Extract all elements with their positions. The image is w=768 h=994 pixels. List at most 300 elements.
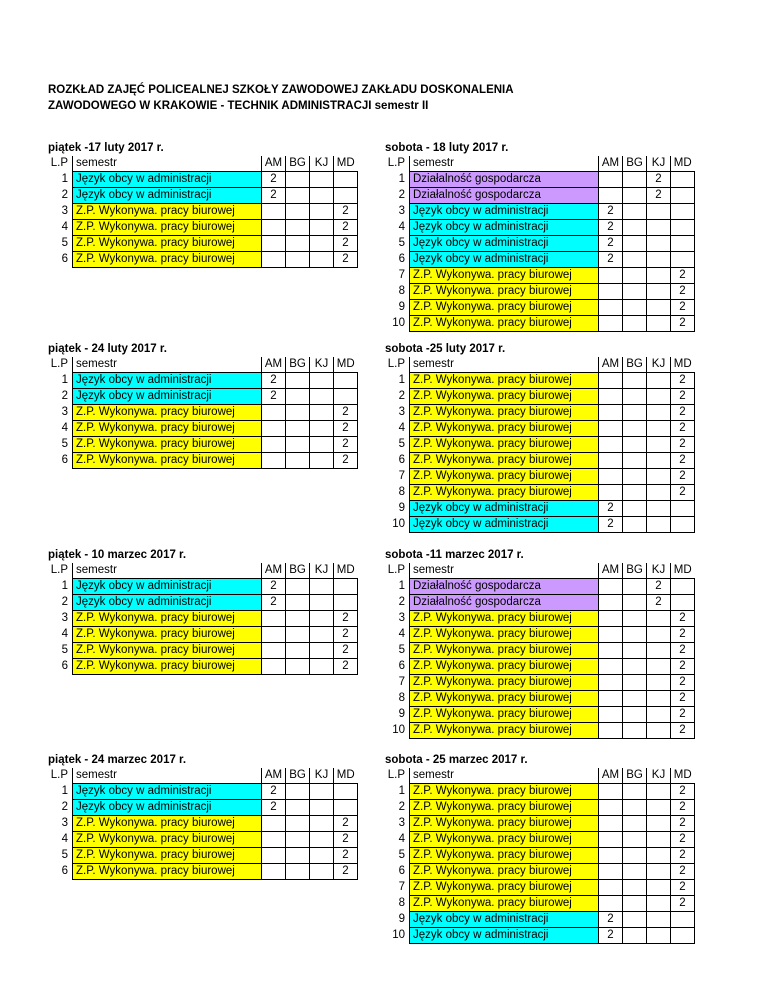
subject-cell: Język obcy w administracji bbox=[410, 204, 599, 220]
block-date: piątek -17 luty 2017 r. bbox=[48, 142, 164, 154]
table-row bbox=[48, 220, 358, 236]
header-md: MD bbox=[334, 357, 358, 373]
kj-cell bbox=[310, 643, 334, 659]
am-cell bbox=[599, 300, 623, 316]
schedule-block bbox=[385, 753, 695, 944]
row-number: 5 bbox=[61, 644, 68, 656]
kj-cell bbox=[647, 236, 671, 252]
table-row bbox=[48, 848, 358, 864]
md-cell bbox=[671, 501, 695, 517]
bg-cell bbox=[286, 627, 310, 643]
table-row bbox=[385, 204, 695, 220]
row-number: 5 bbox=[398, 849, 405, 861]
bg-cell bbox=[286, 832, 310, 848]
am-cell bbox=[599, 643, 623, 659]
kj-cell bbox=[310, 816, 334, 832]
table-row bbox=[385, 816, 695, 832]
table-header-row bbox=[48, 768, 358, 784]
bg-cell bbox=[286, 204, 310, 220]
am-cell bbox=[599, 485, 623, 501]
md-cell bbox=[671, 595, 695, 611]
am-cell bbox=[599, 437, 623, 453]
row-number: 5 bbox=[398, 644, 405, 656]
table-row bbox=[48, 659, 358, 675]
am-cell bbox=[599, 421, 623, 437]
bg-cell bbox=[286, 595, 310, 611]
subject-cell: Z.P. Wykonywa. pracy biurowej bbox=[410, 784, 599, 800]
header-am: AM bbox=[262, 357, 286, 373]
header-kj: KJ bbox=[310, 156, 334, 172]
table-row bbox=[385, 188, 695, 204]
subject-cell: Z.P. Wykonywa. pracy biurowej bbox=[410, 453, 599, 469]
md-cell: 2 bbox=[671, 832, 695, 848]
kj-cell bbox=[647, 611, 671, 627]
subject-cell: Z.P. Wykonywa. pracy biurowej bbox=[73, 848, 262, 864]
am-cell bbox=[599, 595, 623, 611]
subject-cell: Z.P. Wykonywa. pracy biurowej bbox=[73, 611, 262, 627]
bg-cell bbox=[286, 659, 310, 675]
bg-cell bbox=[623, 501, 647, 517]
am-cell bbox=[262, 453, 286, 469]
header-bg: BG bbox=[286, 156, 310, 172]
am-cell bbox=[599, 405, 623, 421]
am-cell bbox=[262, 627, 286, 643]
bg-cell bbox=[623, 707, 647, 723]
am-cell bbox=[262, 659, 286, 675]
bg-cell bbox=[623, 723, 647, 739]
kj-cell bbox=[647, 421, 671, 437]
md-cell bbox=[671, 252, 695, 268]
md-cell bbox=[334, 172, 358, 188]
table-header-row bbox=[48, 563, 358, 579]
kj-cell bbox=[647, 707, 671, 723]
md-cell: 2 bbox=[671, 284, 695, 300]
bg-cell bbox=[286, 784, 310, 800]
subject-cell: Z.P. Wykonywa. pracy biurowej bbox=[410, 373, 599, 389]
table-row bbox=[385, 300, 695, 316]
row-number: 5 bbox=[61, 438, 68, 450]
table-row bbox=[385, 421, 695, 437]
kj-cell bbox=[647, 800, 671, 816]
subject-cell: Z.P. Wykonywa. pracy biurowej bbox=[410, 268, 599, 284]
md-cell: 2 bbox=[671, 389, 695, 405]
header-am: AM bbox=[599, 357, 623, 373]
subject-cell: Z.P. Wykonywa. pracy biurowej bbox=[73, 437, 262, 453]
md-cell bbox=[334, 389, 358, 405]
md-cell: 2 bbox=[671, 405, 695, 421]
row-number: 2 bbox=[61, 189, 68, 201]
md-cell bbox=[334, 188, 358, 204]
bg-cell bbox=[623, 389, 647, 405]
row-number: 2 bbox=[398, 596, 405, 608]
table-row bbox=[48, 421, 358, 437]
table-row bbox=[385, 517, 695, 533]
row-number: 4 bbox=[61, 628, 68, 640]
row-number: 10 bbox=[392, 724, 405, 736]
kj-cell bbox=[310, 236, 334, 252]
bg-cell bbox=[286, 611, 310, 627]
am-cell bbox=[262, 236, 286, 252]
am-cell bbox=[599, 896, 623, 912]
table-row bbox=[385, 864, 695, 880]
bg-cell bbox=[623, 421, 647, 437]
header-kj: KJ bbox=[647, 357, 671, 373]
kj-cell bbox=[310, 595, 334, 611]
subject-cell: Z.P. Wykonywa. pracy biurowej bbox=[73, 659, 262, 675]
table-row bbox=[385, 800, 695, 816]
row-number: 3 bbox=[398, 205, 405, 217]
bg-cell bbox=[623, 784, 647, 800]
subject-cell: Z.P. Wykonywa. pracy biurowej bbox=[73, 220, 262, 236]
kj-cell bbox=[647, 864, 671, 880]
block-date: piątek - 24 marzec 2017 r. bbox=[48, 754, 187, 766]
table-header-row bbox=[48, 357, 358, 373]
header-md: MD bbox=[334, 768, 358, 784]
am-cell bbox=[262, 405, 286, 421]
md-cell: 2 bbox=[671, 643, 695, 659]
subject-cell: Z.P. Wykonywa. pracy biurowej bbox=[410, 611, 599, 627]
schedule-table bbox=[385, 768, 695, 944]
am-cell: 2 bbox=[599, 517, 623, 533]
md-cell bbox=[334, 800, 358, 816]
md-cell: 2 bbox=[671, 421, 695, 437]
subject-cell: Język obcy w administracji bbox=[73, 800, 262, 816]
bg-cell bbox=[623, 659, 647, 675]
row-number: 2 bbox=[61, 390, 68, 402]
row-number: 8 bbox=[398, 285, 405, 297]
table-row bbox=[385, 485, 695, 501]
table-row bbox=[385, 268, 695, 284]
header-lp: L.P bbox=[50, 358, 68, 371]
bg-cell bbox=[286, 643, 310, 659]
md-cell: 2 bbox=[334, 832, 358, 848]
bg-cell bbox=[623, 800, 647, 816]
bg-cell bbox=[623, 928, 647, 944]
header-semestr: semestr bbox=[73, 156, 262, 172]
bg-cell bbox=[286, 579, 310, 595]
subject-cell: Z.P. Wykonywa. pracy biurowej bbox=[73, 627, 262, 643]
subject-cell: Z.P. Wykonywa. pracy biurowej bbox=[410, 723, 599, 739]
row-number: 6 bbox=[398, 865, 405, 877]
row-number: 1 bbox=[61, 580, 68, 592]
md-cell: 2 bbox=[334, 643, 358, 659]
subject-cell: Z.P. Wykonywa. pracy biurowej bbox=[73, 643, 262, 659]
row-number: 5 bbox=[398, 237, 405, 249]
bg-cell bbox=[286, 405, 310, 421]
table-row bbox=[385, 252, 695, 268]
md-cell: 2 bbox=[671, 816, 695, 832]
table-row bbox=[385, 579, 695, 595]
kj-cell bbox=[647, 373, 671, 389]
am-cell bbox=[262, 437, 286, 453]
row-number: 4 bbox=[398, 221, 405, 233]
subject-cell: Z.P. Wykonywa. pracy biurowej bbox=[410, 405, 599, 421]
bg-cell bbox=[286, 172, 310, 188]
bg-cell bbox=[286, 252, 310, 268]
table-row bbox=[385, 896, 695, 912]
subject-cell: Z.P. Wykonywa. pracy biurowej bbox=[410, 485, 599, 501]
row-number: 8 bbox=[398, 897, 405, 909]
am-cell: 2 bbox=[599, 501, 623, 517]
am-cell bbox=[599, 469, 623, 485]
md-cell: 2 bbox=[671, 469, 695, 485]
table-row bbox=[48, 832, 358, 848]
header-bg: BG bbox=[286, 768, 310, 784]
table-header-row bbox=[48, 156, 358, 172]
table-row bbox=[48, 595, 358, 611]
am-cell bbox=[599, 880, 623, 896]
kj-cell: 2 bbox=[647, 188, 671, 204]
table-row bbox=[385, 316, 695, 332]
schedule-block bbox=[385, 342, 695, 533]
md-cell bbox=[334, 784, 358, 800]
row-number: 6 bbox=[61, 253, 68, 265]
header-lp: L.P bbox=[387, 769, 405, 782]
md-cell bbox=[334, 373, 358, 389]
subject-cell: Z.P. Wykonywa. pracy biurowej bbox=[410, 627, 599, 643]
row-number: 6 bbox=[61, 660, 68, 672]
block-date: sobota - 18 luty 2017 r. bbox=[385, 142, 509, 154]
row-number: 3 bbox=[61, 205, 68, 217]
table-row bbox=[48, 204, 358, 220]
am-cell bbox=[262, 643, 286, 659]
am-cell: 2 bbox=[599, 252, 623, 268]
bg-cell bbox=[286, 816, 310, 832]
am-cell bbox=[262, 848, 286, 864]
am-cell bbox=[262, 220, 286, 236]
row-number: 4 bbox=[61, 833, 68, 845]
row-number: 10 bbox=[392, 518, 405, 530]
am-cell bbox=[599, 453, 623, 469]
row-number: 7 bbox=[398, 676, 405, 688]
block-date: sobota -11 marzec 2017 r. bbox=[385, 549, 524, 561]
kj-cell bbox=[647, 453, 671, 469]
table-row bbox=[385, 880, 695, 896]
kj-cell bbox=[647, 485, 671, 501]
md-cell: 2 bbox=[334, 252, 358, 268]
row-number: 1 bbox=[61, 785, 68, 797]
bg-cell bbox=[623, 595, 647, 611]
am-cell bbox=[599, 816, 623, 832]
bg-cell bbox=[286, 220, 310, 236]
kj-cell bbox=[647, 220, 671, 236]
table-row bbox=[48, 579, 358, 595]
header-semestr: semestr bbox=[410, 563, 599, 579]
subject-cell: Język obcy w administracji bbox=[73, 389, 262, 405]
kj-cell bbox=[310, 389, 334, 405]
block-date: sobota - 25 marzec 2017 r. bbox=[385, 754, 528, 766]
header-md: MD bbox=[334, 563, 358, 579]
am-cell bbox=[599, 707, 623, 723]
subject-cell: Działalność gospodarcza bbox=[410, 595, 599, 611]
header-md: MD bbox=[671, 563, 695, 579]
bg-cell bbox=[623, 268, 647, 284]
kj-cell bbox=[310, 579, 334, 595]
md-cell: 2 bbox=[671, 437, 695, 453]
subject-cell: Z.P. Wykonywa. pracy biurowej bbox=[73, 204, 262, 220]
subject-cell: Z.P. Wykonywa. pracy biurowej bbox=[410, 816, 599, 832]
md-cell: 2 bbox=[334, 453, 358, 469]
kj-cell bbox=[647, 268, 671, 284]
header-bg: BG bbox=[286, 357, 310, 373]
document-title bbox=[48, 82, 648, 114]
bg-cell bbox=[623, 816, 647, 832]
row-number: 3 bbox=[61, 817, 68, 829]
header-am: AM bbox=[262, 563, 286, 579]
row-number: 5 bbox=[61, 237, 68, 249]
kj-cell: 2 bbox=[647, 579, 671, 595]
md-cell: 2 bbox=[671, 268, 695, 284]
subject-cell: Z.P. Wykonywa. pracy biurowej bbox=[410, 864, 599, 880]
header-kj: KJ bbox=[310, 563, 334, 579]
md-cell: 2 bbox=[334, 627, 358, 643]
kj-cell bbox=[310, 453, 334, 469]
schedule-block bbox=[48, 548, 358, 675]
md-cell bbox=[671, 236, 695, 252]
bg-cell bbox=[623, 172, 647, 188]
table-row bbox=[385, 405, 695, 421]
kj-cell bbox=[310, 832, 334, 848]
header-semestr: semestr bbox=[73, 768, 262, 784]
kj-cell bbox=[310, 405, 334, 421]
subject-cell: Język obcy w administracji bbox=[410, 252, 599, 268]
header-lp: L.P bbox=[387, 358, 405, 371]
schedule-table bbox=[385, 156, 695, 332]
am-cell: 2 bbox=[599, 928, 623, 944]
am-cell bbox=[262, 252, 286, 268]
row-number: 1 bbox=[61, 173, 68, 185]
bg-cell bbox=[286, 421, 310, 437]
am-cell bbox=[599, 659, 623, 675]
kj-cell bbox=[647, 848, 671, 864]
header-semestr: semestr bbox=[410, 768, 599, 784]
header-semestr: semestr bbox=[73, 563, 262, 579]
bg-cell bbox=[623, 236, 647, 252]
md-cell: 2 bbox=[671, 896, 695, 912]
subject-cell: Język obcy w administracji bbox=[410, 517, 599, 533]
md-cell: 2 bbox=[334, 236, 358, 252]
am-cell: 2 bbox=[262, 389, 286, 405]
table-row bbox=[385, 723, 695, 739]
title-line-1: ROZKŁAD ZAJĘĆ POLICEALNEJ SZKOŁY ZAWODOWEJ ZAKŁADU DOSKONALENIA bbox=[48, 84, 514, 96]
kj-cell bbox=[310, 627, 334, 643]
row-number: 9 bbox=[398, 301, 405, 313]
am-cell: 2 bbox=[262, 595, 286, 611]
kj-cell bbox=[647, 627, 671, 643]
header-am: AM bbox=[599, 563, 623, 579]
row-number: 9 bbox=[398, 913, 405, 925]
am-cell bbox=[599, 268, 623, 284]
schedule-table bbox=[48, 768, 358, 880]
md-cell: 2 bbox=[671, 316, 695, 332]
md-cell: 2 bbox=[671, 300, 695, 316]
row-number: 2 bbox=[398, 801, 405, 813]
kj-cell bbox=[647, 675, 671, 691]
am-cell bbox=[599, 611, 623, 627]
kj-cell bbox=[647, 437, 671, 453]
am-cell bbox=[262, 864, 286, 880]
row-number: 6 bbox=[61, 865, 68, 877]
table-row bbox=[48, 800, 358, 816]
am-cell: 2 bbox=[599, 204, 623, 220]
am-cell bbox=[599, 284, 623, 300]
schedule-table bbox=[48, 563, 358, 675]
kj-cell bbox=[310, 188, 334, 204]
schedule-table bbox=[385, 357, 695, 533]
bg-cell bbox=[623, 517, 647, 533]
md-cell bbox=[671, 579, 695, 595]
table-row bbox=[48, 816, 358, 832]
kj-cell bbox=[647, 880, 671, 896]
md-cell: 2 bbox=[671, 784, 695, 800]
block-date: sobota -25 luty 2017 r. bbox=[385, 343, 506, 355]
table-row bbox=[48, 236, 358, 252]
kj-cell bbox=[647, 517, 671, 533]
row-number: 10 bbox=[392, 929, 405, 941]
am-cell: 2 bbox=[262, 800, 286, 816]
header-semestr: semestr bbox=[410, 156, 599, 172]
kj-cell bbox=[647, 832, 671, 848]
bg-cell bbox=[623, 848, 647, 864]
bg-cell bbox=[623, 579, 647, 595]
row-number: 1 bbox=[398, 785, 405, 797]
md-cell: 2 bbox=[671, 800, 695, 816]
md-cell: 2 bbox=[671, 627, 695, 643]
subject-cell: Z.P. Wykonywa. pracy biurowej bbox=[410, 284, 599, 300]
kj-cell bbox=[647, 501, 671, 517]
title-line-2: ZAWODOWEGO W KRAKOWIE - TECHNIK ADMINISTRACJI semestr II bbox=[48, 100, 429, 112]
md-cell: 2 bbox=[334, 421, 358, 437]
table-row bbox=[385, 501, 695, 517]
header-kj: KJ bbox=[310, 768, 334, 784]
row-number: 1 bbox=[398, 580, 405, 592]
row-number: 1 bbox=[398, 173, 405, 185]
bg-cell bbox=[623, 675, 647, 691]
table-header-row bbox=[385, 156, 695, 172]
bg-cell bbox=[623, 643, 647, 659]
header-bg: BG bbox=[623, 357, 647, 373]
kj-cell bbox=[310, 252, 334, 268]
am-cell bbox=[599, 848, 623, 864]
subject-cell: Z.P. Wykonywa. pracy biurowej bbox=[410, 659, 599, 675]
bg-cell bbox=[623, 453, 647, 469]
table-row bbox=[385, 848, 695, 864]
row-number: 7 bbox=[398, 881, 405, 893]
subject-cell: Z.P. Wykonywa. pracy biurowej bbox=[410, 643, 599, 659]
kj-cell bbox=[647, 784, 671, 800]
table-row bbox=[385, 437, 695, 453]
header-kj: KJ bbox=[647, 768, 671, 784]
table-row bbox=[48, 172, 358, 188]
table-row bbox=[385, 172, 695, 188]
bg-cell bbox=[623, 405, 647, 421]
md-cell: 2 bbox=[671, 659, 695, 675]
md-cell: 2 bbox=[334, 864, 358, 880]
md-cell bbox=[671, 220, 695, 236]
header-semestr: semestr bbox=[410, 357, 599, 373]
block-date: piątek - 10 marzec 2017 r. bbox=[48, 549, 187, 561]
row-number: 4 bbox=[61, 221, 68, 233]
bg-cell bbox=[286, 864, 310, 880]
md-cell bbox=[671, 928, 695, 944]
row-number: 3 bbox=[398, 817, 405, 829]
subject-cell: Z.P. Wykonywa. pracy biurowej bbox=[73, 816, 262, 832]
subject-cell: Z.P. Wykonywa. pracy biurowej bbox=[410, 437, 599, 453]
subject-cell: Z.P. Wykonywa. pracy biurowej bbox=[73, 421, 262, 437]
md-cell: 2 bbox=[334, 220, 358, 236]
header-am: AM bbox=[599, 156, 623, 172]
table-row bbox=[385, 912, 695, 928]
